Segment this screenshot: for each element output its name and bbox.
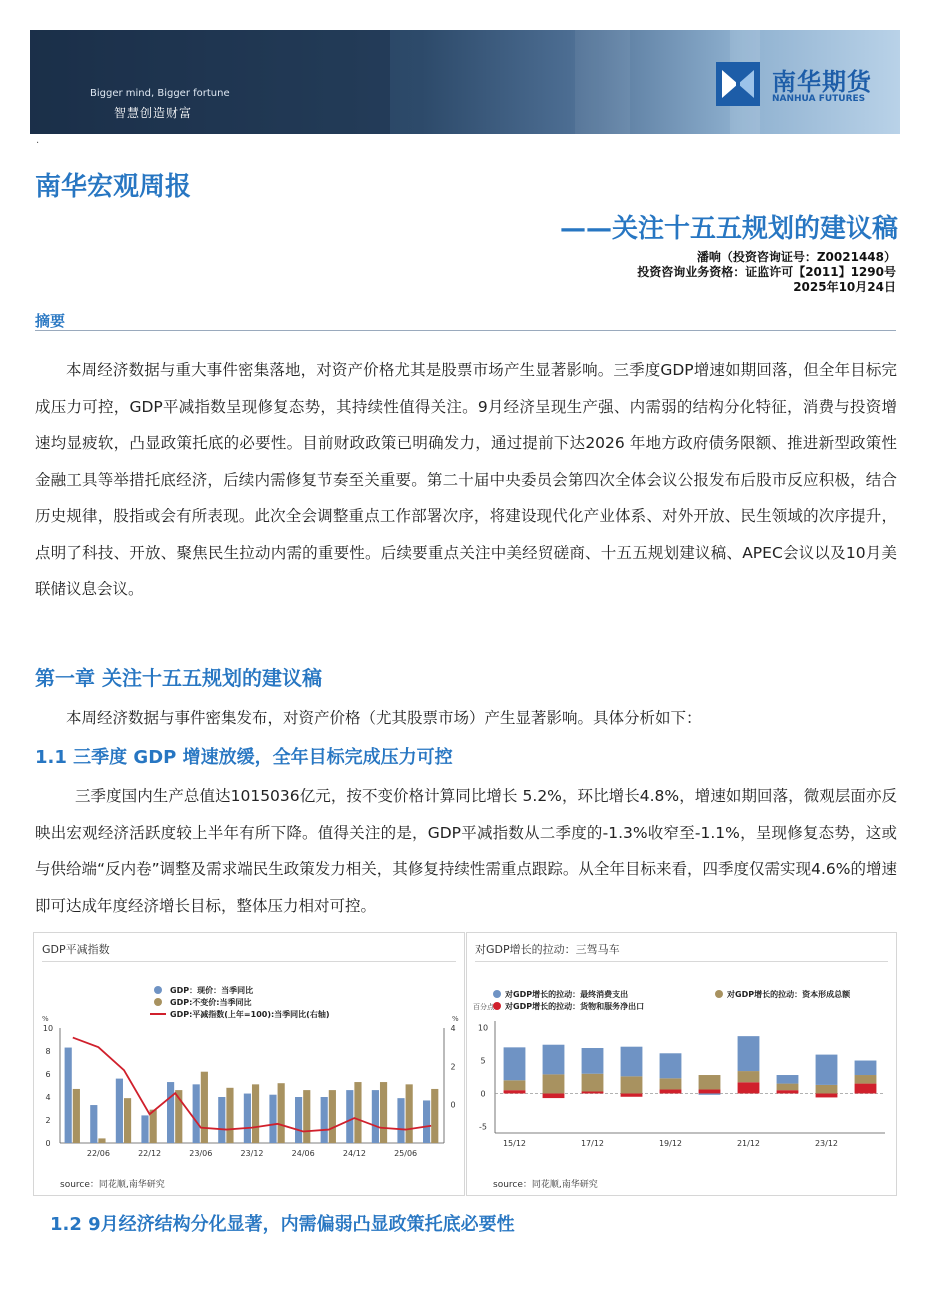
chart1-legend-label: GDP：现价：当季同比 bbox=[170, 986, 254, 995]
chart1-left-tick-label: 4 bbox=[45, 1093, 51, 1102]
abstract-paragraph: 本周经济数据与重大事件密集落地，对资产价格尤其是股票市场产生显著影响。三季度GDP增速如期回落，但全年目标完成压力可控，GDP平减指数呈现修复态势，其持续性值得关注。9月经济呈现生产强、内需弱的结构分化特征，消费与投资增速均显疲软，凸显政策托底的必要性。目前财政政策已明确发力，通过提前下达2026 年地方政府债务限额、推进新型政策性金融工具等举措托底经济，后续内需修复节奏至关重要。第二十届中央委员会第四次全体会议公报发布后股市反应积极，结合历史规律，股指或会有所表现。此次全会调整重点工作部署次序，将建设现代化产业体系、对外开放、民生领域的次序提升，点明了科技、开放、聚焦民生拉动内需的重要性。后续要重点关注中美经贸磋商、十五五规划建议稿、APEC会议以及10月美联储议息会议。 bbox=[35, 361, 897, 598]
chart1-left-tick-label: 2 bbox=[45, 1116, 51, 1125]
chart2-source: source：同花顺,南华研究 bbox=[493, 1180, 598, 1190]
chart1-right-unit: % bbox=[452, 1015, 459, 1023]
chart2-bar-consumption bbox=[738, 1036, 760, 1071]
gdp-deflator-chart bbox=[34, 933, 464, 1195]
chart1-legend-label: GDP:平减指数(上年=100):当季同比(右轴) bbox=[170, 1010, 330, 1019]
chart1-bar-nominal bbox=[90, 1105, 97, 1143]
chart2-bar-netexport bbox=[699, 1090, 721, 1094]
tagline-en: Bigger mind, Bigger fortune bbox=[90, 88, 230, 99]
chart1-bar-nominal bbox=[423, 1100, 430, 1143]
chart2-bar-netexport bbox=[855, 1084, 877, 1094]
chart2-bar-consumption bbox=[504, 1047, 526, 1080]
chart2-legend-swatch bbox=[715, 990, 723, 998]
troika-chart-panel bbox=[466, 932, 897, 1196]
chart1-title: GDP平减指数 bbox=[42, 943, 110, 956]
chart2-bar-netexport bbox=[504, 1090, 526, 1093]
chart1-legend-label: GDP:不变价:当季同比 bbox=[170, 998, 252, 1007]
chart2-bar-netexport bbox=[543, 1093, 565, 1098]
chart1-left-unit: % bbox=[42, 1015, 49, 1023]
chart2-title: 对GDP增长的拉动：三驾马车 bbox=[475, 943, 620, 956]
tagline-cn: 智慧创造财富 bbox=[114, 106, 193, 120]
nanhua-logo bbox=[716, 60, 888, 110]
chart1-bar-real bbox=[406, 1084, 413, 1143]
chart2-bar-consumption bbox=[543, 1045, 565, 1075]
chart2-x-tick-label: 21/12 bbox=[736, 1139, 761, 1148]
chart2-bar-consumption bbox=[816, 1055, 838, 1085]
chart1-bar-real bbox=[329, 1090, 336, 1143]
chart2-left-unit: 百分点 bbox=[473, 1003, 494, 1011]
author-line: 潘响（投资咨询证号：Z0021448） bbox=[696, 250, 896, 264]
section-1-1-heading: 1.1 三季度 GDP 增速放缓，全年目标完成压力可控 bbox=[35, 747, 453, 768]
chart2-bar-capital bbox=[777, 1084, 799, 1091]
chart1-x-tick-label: 23/06 bbox=[189, 1149, 213, 1158]
chart1-bar-nominal bbox=[295, 1097, 302, 1143]
chart1-bar-nominal bbox=[321, 1097, 328, 1143]
chart2-x-tick-label: 19/12 bbox=[658, 1139, 683, 1148]
chart2-legend-label: 对GDP增长的拉动：货物和服务净出口 bbox=[505, 1002, 645, 1011]
chart2-bar-capital bbox=[738, 1071, 760, 1082]
chart1-bar-real bbox=[226, 1088, 233, 1143]
header-banner bbox=[30, 30, 900, 134]
chart1-bar-nominal bbox=[193, 1084, 200, 1143]
chart2-bar-netexport bbox=[816, 1093, 838, 1097]
nanhua-logo-icon bbox=[716, 62, 760, 106]
chart2-bar-capital bbox=[660, 1078, 682, 1089]
chart1-bar-nominal bbox=[269, 1095, 276, 1143]
chart1-bar-real bbox=[201, 1072, 208, 1143]
chart2-bar-netexport bbox=[660, 1090, 682, 1094]
chart1-x-tick-label: 23/12 bbox=[240, 1149, 264, 1158]
chart1-bar-nominal bbox=[65, 1048, 72, 1143]
chart2-bar-netexport bbox=[738, 1082, 760, 1093]
chart1-bar-real bbox=[73, 1089, 80, 1143]
chart1-bar-real bbox=[124, 1098, 131, 1143]
chart1-bar-real bbox=[303, 1090, 310, 1143]
chart1-x-tick-label: 25/06 bbox=[394, 1149, 418, 1158]
chart1-bar-real bbox=[278, 1083, 285, 1143]
license-line: 投资咨询业务资格：证监许可【2011】1290号 bbox=[637, 265, 896, 279]
section-1-1-paragraph: 三季度国内生产总值达1015036亿元，按不变价格计算同比增长 5.2%，环比增长4.8%，增速如期回落，微观层面亦反映出宏观经济活跃度较上半年有所下降。值得关注的是，GDP平减指数从二季度的-1.3%收窄至-1.1%，呈现修复态势，这或与供给端“反内卷”调整及需求端民生政策发力相关，其修复持续性需重点跟踪。从全年目标来看，四季度仅需实现4.6%的增速即可达成年度经济增长目标，整体压力相对可控。 bbox=[35, 787, 897, 915]
chart2-x-tick-label: 23/12 bbox=[814, 1139, 839, 1148]
chart1-bar-nominal bbox=[346, 1090, 353, 1143]
chart1-right-tick-label: 2 bbox=[450, 1062, 456, 1072]
chart1-left-tick-label: 10 bbox=[42, 1024, 54, 1033]
chart1-bar-nominal bbox=[141, 1115, 148, 1143]
chapter-heading: 第一章 关注十五五规划的建议稿 bbox=[35, 666, 322, 690]
chart2-bar-consumption bbox=[699, 1093, 721, 1094]
chart2-left-tick-label: 0 bbox=[480, 1089, 486, 1099]
report-title: 南华宏观周报 bbox=[35, 172, 192, 202]
chart2-bar-consumption bbox=[582, 1048, 604, 1074]
logo-text-cn: 南华期货 bbox=[772, 68, 872, 96]
chart2-left-tick-label: 5 bbox=[480, 1056, 486, 1066]
chart1-bar-nominal bbox=[167, 1082, 174, 1143]
chart2-legend-swatch bbox=[493, 1002, 501, 1010]
chart1-bar-nominal bbox=[372, 1090, 379, 1143]
chart1-bar-nominal bbox=[397, 1098, 404, 1143]
chart2-bar-consumption bbox=[621, 1047, 643, 1077]
chart1-x-tick-label: 24/06 bbox=[291, 1149, 315, 1158]
chart2-bar-consumption bbox=[777, 1075, 799, 1084]
chart1-bar-real bbox=[431, 1089, 438, 1143]
chart1-legend-swatch bbox=[154, 986, 162, 994]
chart2-x-tick-label: 17/12 bbox=[580, 1139, 605, 1148]
chart2-bar-capital bbox=[699, 1075, 721, 1089]
chart2-bar-netexport bbox=[621, 1093, 643, 1096]
abstract-heading: 摘要 bbox=[35, 312, 66, 330]
chart1-source: source：同花顺,南华研究 bbox=[60, 1180, 165, 1190]
chart1-left-tick-label: 0 bbox=[45, 1139, 51, 1148]
chart2-bar-capital bbox=[543, 1074, 565, 1093]
chart1-left-tick-label: 6 bbox=[45, 1070, 51, 1079]
chart2-bar-consumption bbox=[855, 1061, 877, 1075]
gdp-deflator-chart-panel bbox=[33, 932, 465, 1196]
chart1-left-tick-label: 8 bbox=[45, 1047, 51, 1056]
chart2-bar-netexport bbox=[777, 1090, 799, 1093]
chart1-bar-nominal bbox=[218, 1097, 225, 1143]
chart2-legend-label: 对GDP增长的拉动：最终消费支出 bbox=[505, 990, 629, 999]
chart2-bar-consumption bbox=[660, 1053, 682, 1078]
chart1-bar-real bbox=[354, 1082, 361, 1143]
chart1-x-tick-label: 22/12 bbox=[138, 1149, 162, 1158]
chart1-bar-real bbox=[150, 1110, 157, 1143]
chart2-bar-capital bbox=[816, 1085, 838, 1094]
chart2-bar-capital bbox=[582, 1074, 604, 1092]
chart2-bar-capital bbox=[504, 1080, 526, 1090]
chart1-x-tick-label: 24/12 bbox=[342, 1149, 366, 1158]
chart1-legend-swatch bbox=[154, 998, 162, 1006]
abstract-rule bbox=[35, 330, 896, 331]
report-subtitle: ——关注十五五规划的建议稿 bbox=[559, 214, 898, 244]
chapter-intro: 本周经济数据与事件密集发布，对资产价格（尤其股票市场）产生显著影响。具体分析如下： bbox=[66, 709, 702, 727]
chart1-right-tick-label: 4 bbox=[450, 1024, 456, 1033]
chart2-left-tick-label: 10 bbox=[477, 1023, 489, 1033]
report-date: 2025年10月24日 bbox=[793, 280, 896, 294]
chart1-right-tick-label: 0 bbox=[450, 1100, 456, 1110]
chart2-legend-label: 对GDP增长的拉动：资本形成总额 bbox=[727, 990, 851, 999]
chart1-x-tick-label: 22/06 bbox=[86, 1149, 110, 1158]
chart2-x-tick-label: 15/12 bbox=[502, 1139, 527, 1148]
chart2-bar-capital bbox=[855, 1075, 877, 1084]
section-1-2-heading: 1.2 9月经济结构分化显著，内需偏弱凸显政策托底必要性 bbox=[50, 1214, 515, 1235]
chart2-bar-capital bbox=[621, 1076, 643, 1093]
chart1-bar-nominal bbox=[244, 1094, 251, 1143]
chart1-bar-nominal bbox=[116, 1079, 123, 1143]
chart2-bar-netexport bbox=[582, 1091, 604, 1093]
logo-text-en: NANHUA FUTURES bbox=[772, 94, 866, 104]
chart2-legend-swatch bbox=[493, 990, 501, 998]
chart1-bar-real bbox=[98, 1138, 105, 1143]
chart2-left-tick-label: -5 bbox=[479, 1122, 487, 1132]
chart1-bar-real bbox=[380, 1082, 387, 1143]
dot-mark: · bbox=[36, 138, 40, 149]
chart1-bar-real bbox=[252, 1084, 259, 1143]
troika-chart bbox=[467, 933, 896, 1195]
